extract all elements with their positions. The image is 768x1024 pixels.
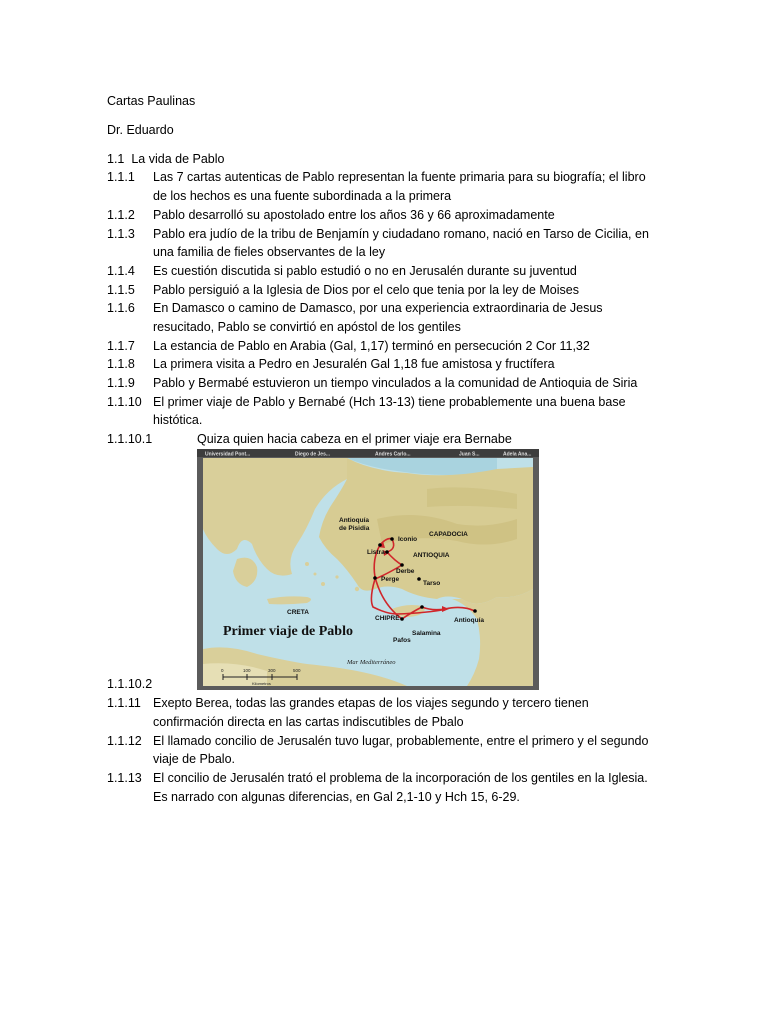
city-dot-tarso: [417, 577, 421, 581]
item-number: 1.1.3: [107, 227, 135, 241]
item-text: Quiza quien hacia cabeza en el primer viaje era Bernabe: [197, 432, 512, 446]
item-text: El concilio de Jerusalén trató el problema de la incorporación de los gentiles en la Iglesia.: [153, 771, 648, 785]
item-text: de los hechos es una fuente subordinada a la primera: [153, 189, 452, 203]
item-number: 1.1.6: [107, 301, 135, 315]
label-iconio: Iconio: [398, 536, 418, 543]
map-title: Primer viaje de Pablo: [223, 624, 353, 639]
toolbar-label: Adela Ana...: [503, 451, 532, 458]
toolbar-label: Andres Carlo...: [375, 451, 411, 458]
item-text: Es cuestión discutida si pablo estudió o no en Jerusalén durante su juventud: [153, 264, 577, 278]
item-text: Pablo era judío de la tribu de Benjamín y ciudadano romano, nació en Tarso de Cicilia, en: [153, 227, 649, 241]
item-number: 1.1.11: [107, 696, 141, 710]
first-journey-map: [197, 449, 539, 690]
island: [314, 573, 317, 576]
section-heading: [107, 150, 224, 169]
city-dot-derbe: [400, 563, 404, 567]
toolbar-label: Diego de Jes...: [295, 451, 331, 458]
item-text: El primer viaje de Pablo y Bernabé (Hch 13-13) tiene probablemente una buena base: [153, 395, 626, 409]
city-dot-salamina: [420, 605, 424, 609]
item-number: 1.1.10.2: [107, 677, 153, 691]
island: [321, 582, 325, 586]
label-chipre: CHIPRE: [375, 615, 400, 622]
label-sea: Mar Mediterráneo: [347, 659, 396, 666]
item-number: 1.1.10: [107, 395, 142, 409]
item-text: Exepto Berea, todas las grandes etapas de los viajes segundo y tercero tienen: [153, 696, 589, 710]
label-pafos: Pafos: [393, 637, 411, 644]
item-number: 1.1.8: [107, 357, 135, 371]
scale-label: 0: [221, 668, 224, 673]
city-dot-perge: [373, 576, 377, 580]
label-creta: CRETA: [287, 609, 309, 616]
item-text: confirmación directa en las cartas indiscutibles de Pbalo: [153, 715, 464, 729]
city-dot-iconio: [390, 537, 394, 541]
section-title: La vida de Pablo: [131, 152, 225, 166]
course-title: Cartas Paulinas: [107, 94, 196, 108]
label-derbe: Derbe: [396, 568, 415, 575]
scale-label: 100: [243, 668, 251, 673]
island: [335, 575, 338, 578]
item-text: histótica.: [153, 413, 203, 427]
item-text: Pablo desarrolló su apostolado entre los años 36 y 66 aproximadamente: [153, 208, 555, 222]
item-text: resucitado, Pablo se convirtió en apóstol de los gentiles: [153, 320, 461, 334]
item-text: Las 7 cartas autenticas de Pablo representan la fuente primaria para su biografía; el libro: [153, 170, 646, 184]
label-listra: Listra: [367, 549, 385, 556]
item-number: 1.1.12: [107, 734, 142, 748]
scale-unit: Kilometros: [252, 681, 271, 686]
label-capadocia: CAPADOCIA: [429, 531, 468, 538]
professor-name: Dr. Eduardo: [107, 123, 174, 137]
island: [305, 562, 309, 566]
scale-label: 500: [293, 668, 301, 673]
city-dot-listra: [385, 550, 389, 554]
item-text: una familia de fieles observantes de la ley: [153, 245, 386, 259]
map-svg: [197, 449, 539, 690]
item-number: 1.1.4: [107, 264, 135, 278]
city-dot-pafos: [400, 617, 404, 621]
item-text: En Damasco o camino de Damasco, por una experiencia extraordinaria de Jesus: [153, 301, 603, 315]
toolbar-label: Juan S...: [459, 451, 480, 458]
item-number: 1.1.1: [107, 170, 135, 184]
item-text: El llamado concilio de Jerusalén tuvo lugar, probablemente, entre el primero y el segundo: [153, 734, 649, 748]
item-number: 1.1.5: [107, 283, 135, 297]
label-antioquia-region: ANTIOQUIA: [413, 552, 450, 559]
item-text: La estancia de Pablo en Arabia (Gal, 1,17) terminó en persecución 2 Cor 11,32: [153, 339, 590, 353]
label-tarso: Tarso: [423, 580, 441, 587]
item-text: viaje de Pbalo.: [153, 752, 236, 766]
item-number: 1.1.7: [107, 339, 135, 353]
island: [355, 587, 359, 591]
city-dot-antioquia: [473, 609, 477, 613]
item-number: 1.1.13: [107, 771, 142, 785]
item-number: 1.1.9: [107, 376, 135, 390]
item-text: Pablo persiguió a la Iglesia de Dios por el celo que tenia por la ley de Moises: [153, 283, 579, 297]
section-number: 1.1: [107, 152, 125, 166]
label-salamina: Salamina: [412, 630, 441, 637]
item-text: Es narrado con algunas diferencias, en Gal 2,1-10 y Hch 15, 6-29.: [153, 790, 520, 804]
label-antioquia: Antioquía: [454, 617, 484, 624]
scale-label: 300: [268, 668, 276, 673]
label-antioquia-pisidia: de Pisidia: [339, 525, 370, 532]
label-perge: Perge: [381, 576, 400, 583]
item-text: La primera visita a Pedro en Jesuralén Gal 1,18 fue amistosa y fructífera: [153, 357, 555, 371]
item-number: 1.1.10.1: [107, 432, 153, 446]
item-text: Pablo y Bermabé estuvieron un tiempo vinculados a la comunidad de Antioquia de Siria: [153, 376, 638, 390]
city-dot-antioquia-pisidia: [378, 543, 382, 547]
item-number: 1.1.2: [107, 208, 135, 222]
label-antioquia-pisidia: Antioquía: [339, 517, 369, 524]
toolbar-label: Universidad Pont...: [205, 451, 251, 458]
